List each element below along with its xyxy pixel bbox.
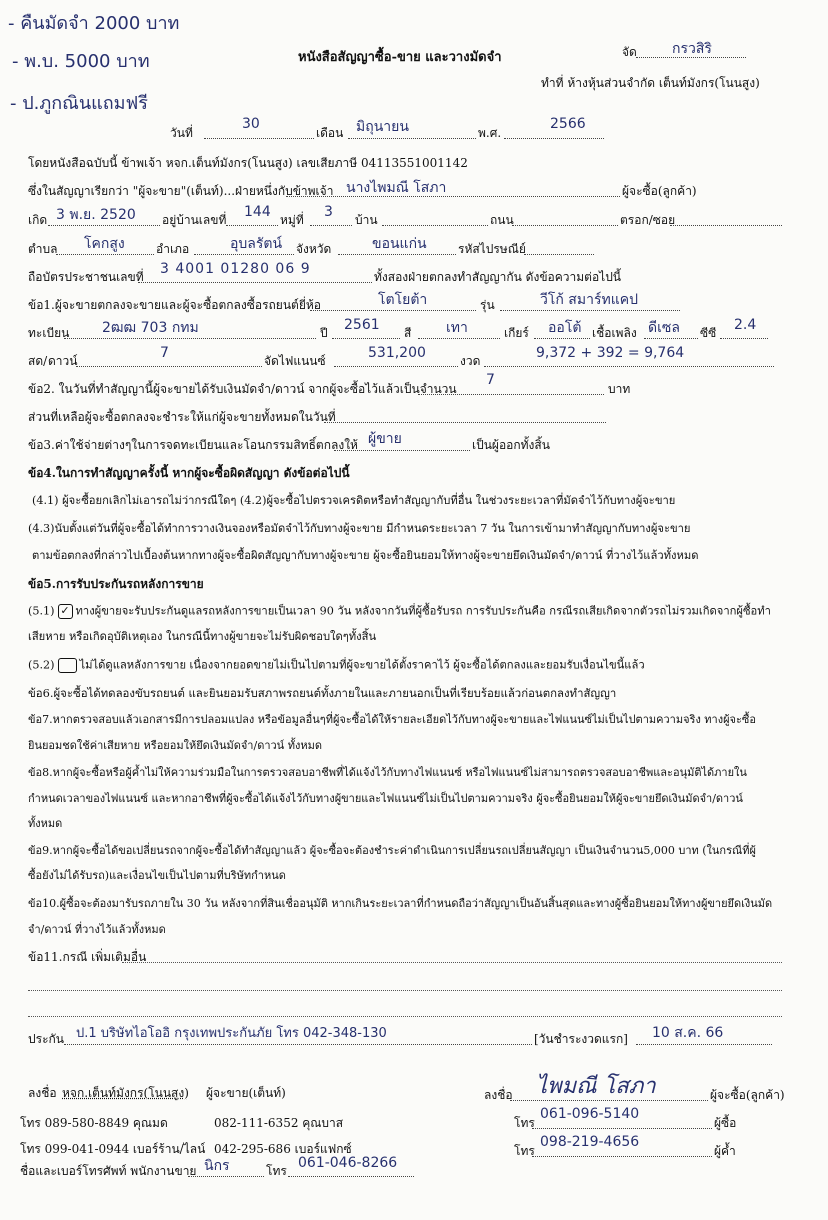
born-value: 3 พ.ย. 2520 (56, 207, 136, 223)
staff-tel: 061-046-8266 (298, 1155, 398, 1171)
clause4-b: (4.3)นับตั้งแต่วันที่ผู้จะซื้อได้ทำการวางเงินจองหรือมัดจำไว้กับทางผู้จะขาย มีกำหนดระยะเวลา 7 วัน ในการเข้ามาทำสัญญากับทางผู้จะขาย (28, 522, 691, 535)
clause2b-text: ส่วนที่เหลือผู้จะซื้อตกลงจะชำระให้แก่ผู้จะขายทั้งหมดในวันที่ (28, 410, 336, 424)
clause3-lead: ข้อ3.ค่าใช้จ่ายต่างๆในการจดทะเบียนและโอนกรรมสิทธิ์ตกลงให้ (28, 438, 358, 452)
day-value: 30 (242, 116, 260, 132)
insurance-label: ประกัน (28, 1032, 64, 1046)
clause6-text: ข้อ6.ผู้จะซื้อได้ทดลองขับรถยนต์ และยินยอมรับสภาพรถยนต์ทั้งภายในและภายนอกเป็นที่เรียบร้อยแล้วก่อนตกลงทำสัญญา (28, 686, 617, 700)
car-fuel: ดีเซล (648, 320, 680, 336)
id-value: 3 4001 01280 06 9 (160, 261, 311, 277)
clause11-line-1 (122, 962, 782, 963)
installment-label: งวด (460, 354, 481, 368)
clause1-lead: ข้อ1.ผู้จะขายตกลงจะขายและผู้จะซื้อตกลงซื้อรถยนต์ยี่ห้อ (28, 298, 321, 312)
clause9-b: ซื้อยังไม่ได้รับรถ)และเงื่อนไขเป็นไปตามที่บริษัทกำหนด (28, 869, 286, 882)
clause5-1-num: (5.1) (28, 604, 55, 618)
tambon-value: โคกสูง (84, 236, 125, 252)
down-label: ดาวน์ (48, 354, 78, 368)
guarantor-tel-role: ผู้ค้ำ (714, 1144, 736, 1158)
province-field-label: จังหวัด (296, 242, 332, 256)
warranty-checkbox-checked[interactable]: ✓ (58, 604, 73, 619)
tambon-label: ตำบล (28, 242, 58, 256)
clause3-tail: เป็นผู้ออกทั้งสิ้น (472, 438, 550, 452)
clause5-1-text-b: เสียหาย หรือเกิดอุบัติเหตุเอง ในกรณีนี้ทางผู้ขายจะไม่รับผิดชอบใดๆทั้งสิ้น (28, 630, 377, 643)
month-value: มิถุนายน (356, 119, 409, 135)
clause5-2-text: ไม่ได้ดูแลหลังการขาย เนื่องจากยอดขายไม่เป็นไปตามที่ผู้จะขายได้ตั้งราคาไว้ ผู้จะซื้อได้ตกลงและยอมรับเงื่อนไขนี้แล้ว (79, 658, 645, 672)
clause5-1-text: ทางผู้ขายจะรับประกันดูแลรถหลังการขายเป็นเวลา 90 วัน หลังจากวันที่ผู้ซื้อรับรถ การรับประกันคือ กรณีรถเสียเกิดจากตัวรถไม่รวมเกิดจากผู้ซื้อทำ (75, 604, 771, 618)
contact-2b: 042-295-686 เบอร์แฟกซ์ (214, 1142, 352, 1156)
buyer-name: นางไพมณี โสภา (346, 180, 447, 196)
house-value: 144 (244, 204, 271, 220)
first-due-value: 10 ส.ค. 66 (652, 1025, 724, 1041)
contact-1a: โทร 089-580-8849 คุณมด (20, 1116, 168, 1130)
model-label: รุ่น (480, 298, 495, 312)
clause8-b: กำหนดเวลาของไฟแนนซ์ และหากอาชีพที่ผู้จะซื้อได้แจ้งไว้กับทางผู้ขายและไฟแนนซ์ไม่เป็นไปตามความจริง ผู้จะซื้อยินยอมให้ผู้จะขายยึดเงินมัดจำ/ดาวน์ (28, 792, 743, 805)
no-warranty-checkbox[interactable] (58, 658, 77, 673)
note-2: - พ.บ. 5000 บาท (12, 51, 150, 72)
car-year: 2561 (344, 317, 380, 333)
car-gear: ออโต้ (548, 320, 582, 336)
document-title: หนังสือสัญญาซื้อ-ขาย และวางมัดจำ (298, 50, 502, 65)
note-1: - คืนมัดจำ 2000 บาท (8, 13, 180, 34)
clause2-value: 7 (486, 372, 495, 388)
guarantor-tel-value: 098-219-4656 (540, 1134, 640, 1150)
amphoe-value: อุบลรัตน์ (230, 236, 283, 252)
clause9-a: ข้อ9.หากผู้จะซื้อได้ขอเปลี่ยนรถจากผู้จะซื้อได้ทำสัญญาแล้ว ผู้จะซื้อจะต้องชำระค่าดำเนินการเปลี่ยนรถเปลี่ยนสัญญา เป็นเงินจำนวน5,000 บาท (ในกรณีที่ผู้ (28, 844, 756, 857)
car-brand: โตโยต้า (378, 292, 428, 308)
clause7-b: ยินยอมชดใช้ค่าเสียหาย หรือยอมให้ยึดเงินมัดจำ/ดาวน์ ทั้งหมด (28, 739, 322, 752)
year-value: 2566 (550, 116, 586, 132)
clause4-a: (4.1) ผู้จะซื้อยกเลิกไม่เอารถไม่ว่ากรณีใดๆ (4.2)ผู้จะซื้อไปตรวจเครดิตหรือทำสัญญากับที่อื่น ในช่วงระยะเวลาที่มัดจำไว้กับทางผู้จะขาย (32, 494, 676, 507)
clause2-text: ข้อ2. ในวันที่ทำสัญญานี้ผู้จะขายได้รับเงินมัดจำ/ดาวน์ จากผู้จะซื้อไว้แล้วเป็นจำนวน (28, 382, 457, 396)
parties-lead: ซึ่งในสัญญาเรียกว่า "ผู้จะขาย"(เต็นท์)...ฝ่ายหนึ่งกับข้าพเจ้า (28, 184, 334, 198)
finance-value: 531,200 (368, 345, 426, 361)
finance-label: จัดไฟแนนซ์ (264, 354, 326, 368)
clause3-value: ผู้ขาย (368, 431, 402, 447)
contact-2a: โทร 099-041-0944 เบอร์ร้าน/ไลน์ (20, 1142, 206, 1156)
moo-value: 3 (324, 204, 333, 220)
color-label: สี (404, 326, 412, 340)
clause11-line-3 (28, 1016, 782, 1017)
car-reg: 2ฒฒ 703 กทม (102, 320, 199, 336)
staff-name: นิกร (204, 1158, 230, 1174)
buyer-role: ผู้จะซื้อ(ลูกค้า) (622, 184, 697, 198)
fuel-label: เชื้อเพลิง (592, 326, 637, 340)
reg-label: ทะเบียน (28, 326, 70, 340)
guarantor-tel-label: โทร (514, 1144, 535, 1158)
staff-label: ชื่อและเบอร์โทรศัพท์ พนักงานขาย (20, 1164, 197, 1178)
clause5-title: ข้อ5.การรับประกันรถหลังการขาย (28, 577, 204, 591)
clause10-b: จำ/ดาวน์ ที่วางไว้แล้วทั้งหมด (28, 923, 166, 936)
house-label: อยู่บ้านเลขที่ (162, 213, 227, 227)
month-label: เดือน (316, 126, 344, 140)
intro-text: โดยหนังสือฉบับนี้ ข้าพเจ้า หจก.เต็นท์มังกร(โนนสูง) เลขเสียภาษี 04113551001142 (28, 156, 468, 170)
clause4-title: ข้อ4.ในการทำสัญญาครั้งนี้ หากผู้จะซื้อผิดสัญญา ดังข้อต่อไปนี้ (28, 466, 350, 480)
buyer-tel-role: ผู้ซื้อ (714, 1116, 737, 1130)
clause5-2-num: (5.2) (28, 658, 55, 672)
gear-label: เกียร์ (504, 326, 529, 340)
postal-label: รหัสไปรษณีย์ (458, 242, 526, 256)
car-model: วีโก้ สมาร์ทแคป (540, 292, 638, 308)
soi-label: ตรอก/ซอย (620, 213, 676, 227)
province-field-value: ขอนแก่น (372, 236, 427, 252)
clause10-a: ข้อ10.ผู้ซื้อจะต้องมารับรถภายใน 30 วัน หลังจากที่สินเชื่ออนุมัติ หากเกินระยะเวลาที่กำหนดถือว่าสัญญาเป็นอันสิ้นสุดและทางผู้ซื้อยินยอมให้ทางผู้ขายยึดเงินมัด (28, 897, 773, 910)
buyer-sign-role: ผู้จะซื้อ(ลูกค้า) (710, 1088, 785, 1102)
id-suffix: ทั้งสองฝ่ายตกลงทำสัญญากัน ดังข้อความต่อไปนี้ (374, 270, 622, 284)
buyer-tel-value: 061-096-5140 (540, 1106, 640, 1122)
year-field-label: ปี (320, 326, 328, 340)
car-color: เทา (446, 320, 468, 336)
clause8-c: ทั้งหมด (28, 817, 63, 830)
cc-label: ซีซี (700, 326, 717, 340)
insurance-value: ป.1 บริษัทไอโออิ กรุงเทพประกันภัย โทร 042-348-130 (76, 1026, 387, 1041)
clause2-unit: บาท (608, 382, 631, 396)
seller-sign-role: ผู้จะขาย(เต็นท์) (206, 1086, 286, 1100)
down-value: 7 (160, 345, 169, 361)
place-text: ทำที่ ห้างหุ้นส่วนจำกัด เต็นท์มังกร(โนนสูง) (541, 76, 760, 90)
first-due-label: [วันชำระงวดแรก] (534, 1032, 628, 1046)
car-cc: 2.4 (734, 317, 757, 333)
staff-tel-label: โทร (266, 1164, 287, 1178)
down-prefix: สด/ (28, 354, 48, 368)
year-label: พ.ศ. (478, 126, 502, 140)
born-label: เกิด (28, 213, 48, 227)
clause11-label: ข้อ11.กรณี เพิ่มเติมอื่น (28, 950, 147, 964)
province-label: จัด (622, 45, 637, 59)
seller-sign-label: ลงชื่อ (28, 1086, 57, 1100)
clause4-c: ตามข้อตกลงที่กล่าวไปเบื้องต้นหากทางผู้จะซื้อผิดสัญญากับทางผู้จะขาย ผู้จะซื้อยินยอมให้ทางผู้จะขายยึดเงินมัดจำ/ดาวน์ ที่วางไว้แล้วทั้งหมด (32, 549, 699, 562)
buyer-sign-label: ลงชื่อ (484, 1088, 513, 1102)
buyer-tel-label: โทร (514, 1116, 535, 1130)
road-label: ถนน (490, 213, 514, 227)
clause7-a: ข้อ7.หากตรวจสอบแล้วเอกสารมีการปลอมแปลง หรือข้อมูลอื่นๆที่ผู้จะซื้อได้ให้รายละเอียดไว้กับทางผู้จะขายและไฟแนนซ์ไม่เป็นไปตามความจริง ทางผู้จะซื้อ (28, 713, 756, 726)
day-label: วันที่ (170, 126, 193, 140)
clause11-line-2 (28, 990, 782, 991)
buyer-signature: ไพมณี โสภา (536, 1074, 656, 1099)
contact-1b: 082-111-6352 คุณบาส (214, 1116, 344, 1130)
clause8-a: ข้อ8.หากผู้จะซื้อหรือผู้ค้ำไม่ให้ความร่วมมือในการตรวจสอบอาชีพที่ได้แจ้งไว้กับทางไฟแนนซ์ หรือไฟแนนซ์ไม่สามารถตรวจสอบอาชีพและอนุมัติได้ภายใน (28, 766, 747, 779)
amphoe-label: อำเภอ (156, 242, 190, 256)
seller-sign-name: หจก.เต็นท์มังกร(โนนสูง) (62, 1086, 189, 1100)
installment-value: 9,372 + 392 = 9,764 (536, 345, 685, 361)
moo-label: หมู่ที่ (280, 213, 304, 227)
note-3: - ป.ภูกณินแถมฟรี (10, 93, 148, 114)
province-value: กรวสิริ (672, 41, 712, 57)
id-label: ถือบัตรประชาชนเลขที่ (28, 270, 144, 284)
village-label: บ้าน (355, 213, 378, 227)
